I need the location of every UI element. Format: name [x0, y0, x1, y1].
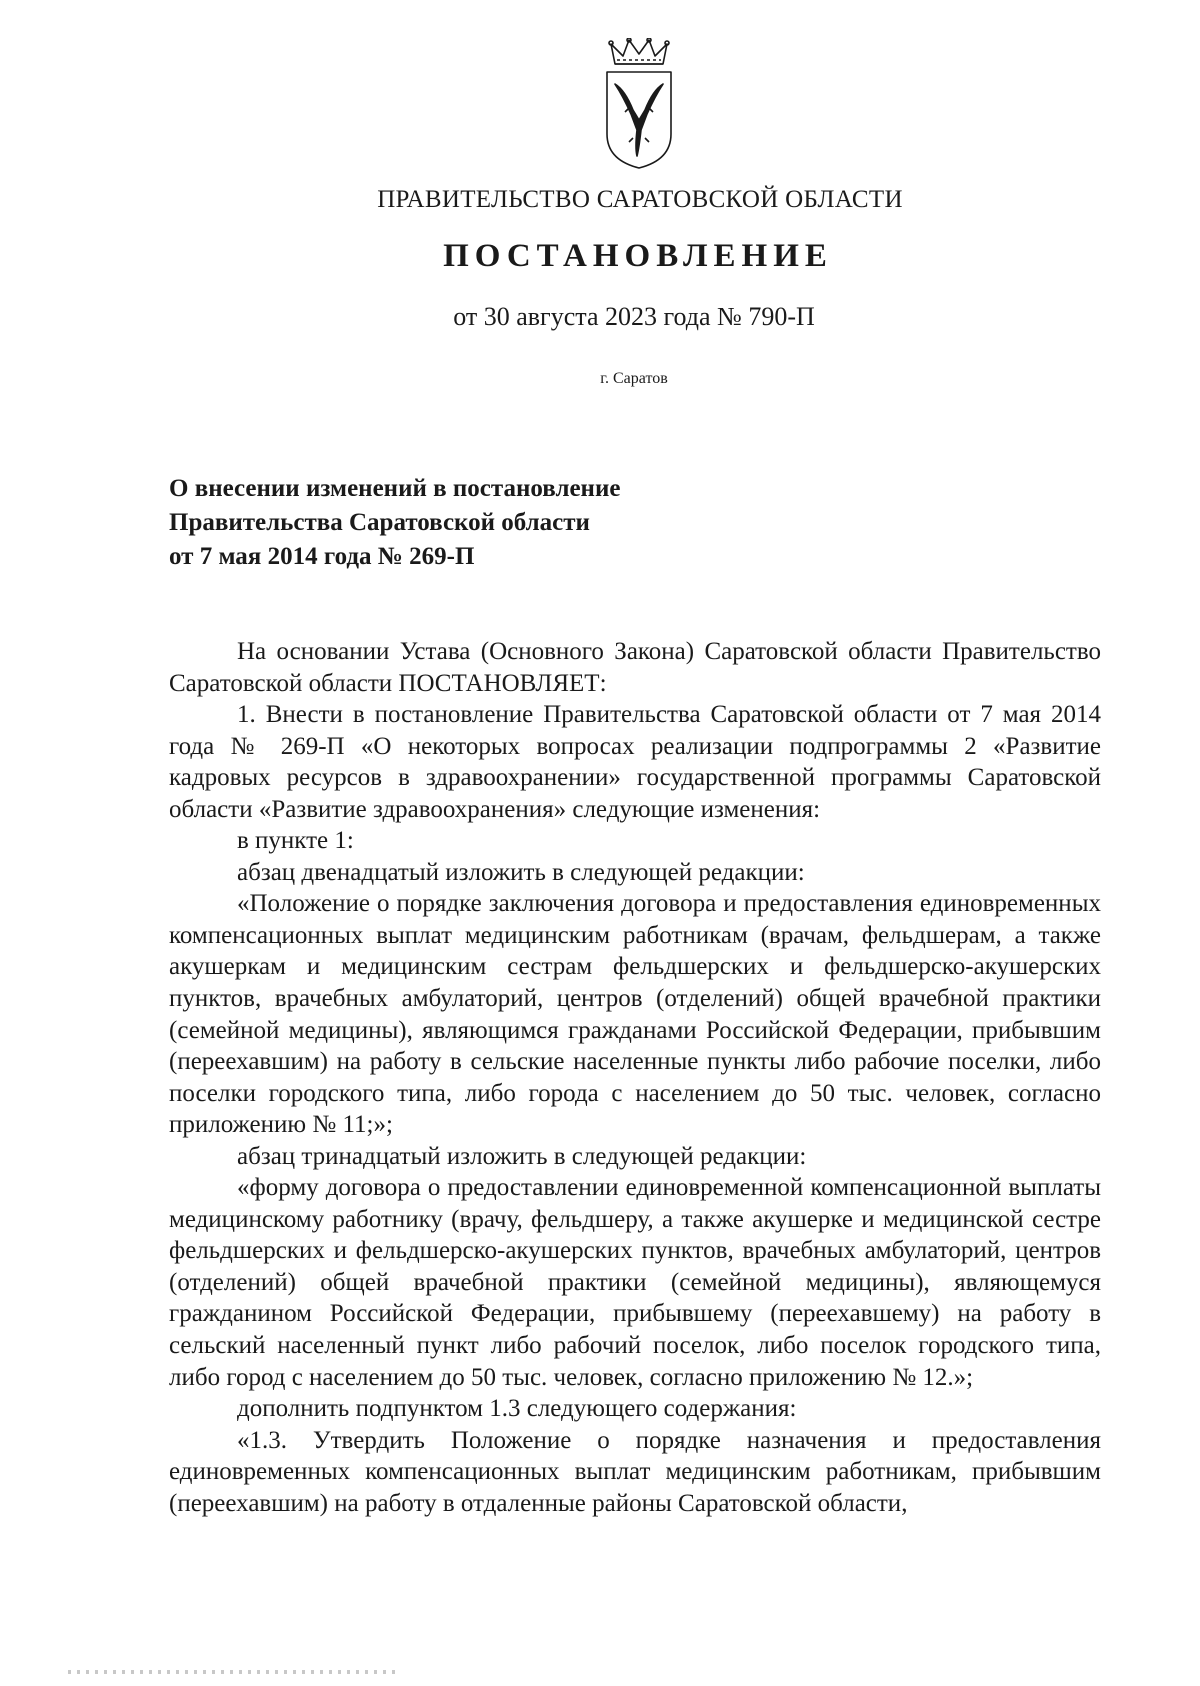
document-subject [169, 472, 620, 574]
body-paragraph: абзац тринадцатый изложить в следующей редакции: [237, 1142, 807, 1170]
body-paragraph: 1. Внести в постановление Правительства Саратовской области от 7 мая 2014 года № 269-П «О некоторых вопросах реализации подпрограммы 2 «Развитие кадровых ресурсов в здравоохранении» государственной программы Саратовской области «Развитие здравоохранения» следующие изменения: [169, 701, 1101, 823]
document-type: ПОСТАНОВЛЕНИЕ [443, 238, 833, 274]
body-paragraph: На основании Устава (Основного Закона) Саратовской области Правительство Саратовской области ПОСТАНОВЛЯЕТ: [169, 638, 1101, 697]
subject-line: Правительства Саратовской области [169, 509, 590, 536]
body-paragraph: «форму договора о предоставлении единовременной компенсационной выплаты медицинскому работнику (врачу, фельдшеру, а также акушерке и медицинской сестре фельдшерских и фельдшерско-акушерских пунктов, врачебных амбулаторий, центров (отделений) общей врачебной практики (семейной медицины), являющемуся гражданином Российской Федерации, прибывшему (переехавшему) на работу в сельский населенный пункт либо рабочий поселок, либо поселок городского типа, либо город с населением до 50 тыс. человек, согласно приложению № 12.»; [169, 1174, 1101, 1391]
body-paragraph: «1.3. Утвердить Положение о порядке назначения и предоставления единовременных компенсационных выплат медицинским работникам, прибывшим (переехавшим) на работу в отдаленные районы Саратовской области, [169, 1426, 1101, 1517]
document-date-number: от 30 августа 2023 года № 790-П [453, 302, 815, 331]
body-paragraph: дополнить подпунктом 1.3 следующего содержания: [237, 1395, 797, 1423]
document-body [169, 636, 1101, 1519]
footer-scan-marks [68, 1670, 398, 1674]
body-paragraph: абзац двенадцатый изложить в следующей редакции: [237, 858, 805, 886]
subject-line: от 7 мая 2014 года № 269-П [169, 543, 475, 570]
saratov-coat-of-arms-icon [603, 38, 675, 170]
body-paragraph: в пункте 1: [237, 827, 354, 855]
body-paragraph: «Положение о порядке заключения договора и предоставления единовременных компенсационных выплат медицинским работникам (врачам, фельдшерам, а также акушеркам и медицинским сестрам фельдшерских и фельдшерско-акушерских пунктов, врачебных амбулаторий, центров (отделений) общей врачебной практики (семейной медицины), являющимся гражданами Российской Федерации, прибывшим (переехавшим) на работу в сельские населенные пункты либо рабочие поселки, либо поселки городского типа, либо города с населением до 50 тыс. человек, согласно приложению № 11;»; [169, 890, 1101, 1139]
organization-name: ПРАВИТЕЛЬСТВО САРАТОВСКОЙ ОБЛАСТИ [377, 186, 903, 213]
document-city: г. Саратов [600, 370, 668, 387]
subject-line: О внесении изменений в постановление [169, 475, 621, 502]
